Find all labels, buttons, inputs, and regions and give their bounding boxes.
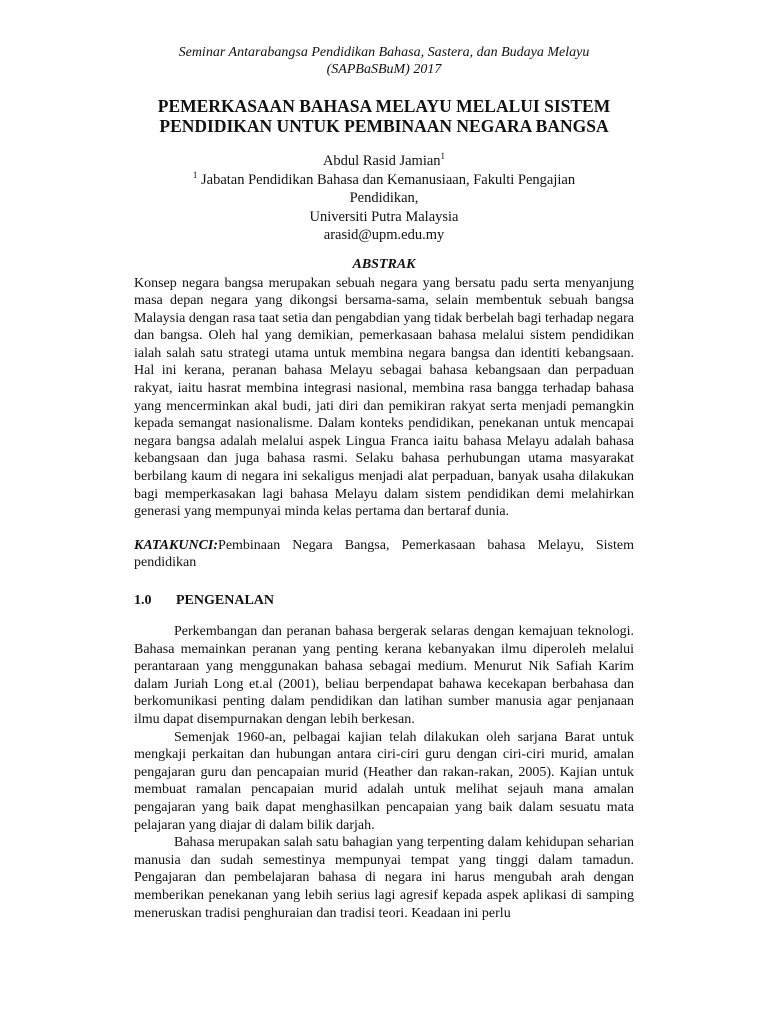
section-heading xyxy=(134,592,634,609)
author-email: arasid@upm.edu.my xyxy=(323,227,445,243)
keywords xyxy=(134,537,634,572)
keywords-label: KATAKUNCI: xyxy=(134,537,219,553)
affiliation-text-1: Jabatan Pendidikan Bahasa dan Kemanusiaan, Fakulti Pengajian xyxy=(201,171,576,188)
section-title: PENGENALAN xyxy=(176,593,275,608)
author-name: Abdul Rasid Jamian xyxy=(322,153,441,169)
affiliation-superscript: 1 xyxy=(192,169,198,180)
paper-title xyxy=(134,96,634,136)
running-header xyxy=(134,44,634,78)
university-name: Universiti Putra Malaysia xyxy=(309,208,459,225)
abstract-heading: ABSTRAK xyxy=(352,256,416,272)
section-number: 1.0 xyxy=(134,593,152,608)
running-header-line-1: Seminar Antarabangsa Pendidikan Bahasa, Sastera, dan Budaya Melayu xyxy=(178,45,590,60)
affiliation-line-1 xyxy=(134,171,634,190)
paper-title-line-2: PENDIDIKAN UNTUK PEMBINAAN NEGARA BANGSA xyxy=(159,116,609,136)
abstract-body: Konsep negara bangsa merupakan sebuah negara yang bersatu padu serta menyanjung masa depan negara yang dikongsi bersama-sama, selain membentuk sebuah bangsa Malaysia dengan rasa taat setia dan pengabdian yang tidak berbelah bagi terhadap negara dan bangsa. Oleh hal yang demikian, pemerkasaan bahasa melalui sistem pendidikan ialah salah satu strategi utama untuk membina negara bangsa dan identiti kebangsaan. Hal ini kerana, peranan bahasa Melayu sebagai bahasa kebangsaan dan perpaduan rakyat, iaitu hasrat membina integrasi nasional, membina rasa bangga terhadap bahasa yang mencerminkan akal budi, jati diri dan pemikiran rakyat serta menjadi pemangkin kepada semangat nasionalisme. Dalam konteks pendidikan, penekanan untuk mencapai negara bangsa adalah melalui aspek Lingua Franca iaitu bahasa Melayu adalah bahasa kebangsaan dan juga bahasa rasmi. Selaku bahasa perhubungan utama masyarakat berbilang kaum di negara ini sekaligus menjadi alat perpaduan, banyak usaha dilakukan bagi memperkasakan lagi bahasa Melayu dalam sistem pendidikan demi melahirkan generasi yang mempunyai minda kelas pertama dan bertaraf dunia. xyxy=(134,275,634,520)
affiliation-line-2: Pendidikan, xyxy=(349,190,419,206)
paper-title-line-1: PEMERKASAAN BAHASA MELAYU MELALUI SISTEM xyxy=(157,96,611,116)
author-block xyxy=(134,152,634,245)
body-paragraph: Semenjak 1960-an, pelbagai kajian telah dilakukan oleh sarjana Barat untuk mengkaji perkaitan dan hubungan antara ciri-ciri guru dengan ciri-ciri murid, amalan pengajaran guru dan pencapaian murid (Heather dan rakan-rakan, 2005). Kajian untuk membuat ramalan pencapaian murid adalah untuk melihat sejauh mana amalan pengajaran yang baik dapat menghasilkan pencapaian yang baik dalam sesuatu mata pelajaran yang diajar di dalam bilik darjah. xyxy=(134,729,634,833)
author-name-line xyxy=(134,152,634,171)
body-paragraph: Perkembangan dan peranan bahasa bergerak selaras dengan kemajuan teknologi. Bahasa memainkan peranan yang penting kerana kebanyakan ilmu diperoleh melalui perantaraan yang menggunakan bahasa sebagai medium. Menurut Nik Safiah Karim dalam Juriah Long et.al (2001), beliau berpendapat bahawa kecekapan berbahasa dan berkomunikasi penting dalam pendidikan dan latihan sumber manusia agar penjanaan ilmu dapat disempurnakan dengan lebih berkesan. xyxy=(134,624,634,727)
body-paragraph: Bahasa merupakan salah satu bahagian yang terpenting dalam kehidupan seharian manusia dan sudah semestinya mempunyai tempat yang tinggi dalam tamadun. Pengajaran dan pembelajaran bahasa di negara ini harus mengubah arah dengan memberikan penekanan yang lebih serius lagi agresif kepada aspek aplikasi di samping meneruskan tradisi penghuraian dan tradisi teori. Keadaan ini perlu xyxy=(134,835,634,921)
author-superscript: 1 xyxy=(440,151,446,162)
running-header-line-2: (SAPBaSBuM) 2017 xyxy=(326,62,442,77)
keywords-text: Pembinaan Negara Bangsa, Pemerkasaan bahasa Melayu, Sistem pendidikan xyxy=(134,537,634,571)
